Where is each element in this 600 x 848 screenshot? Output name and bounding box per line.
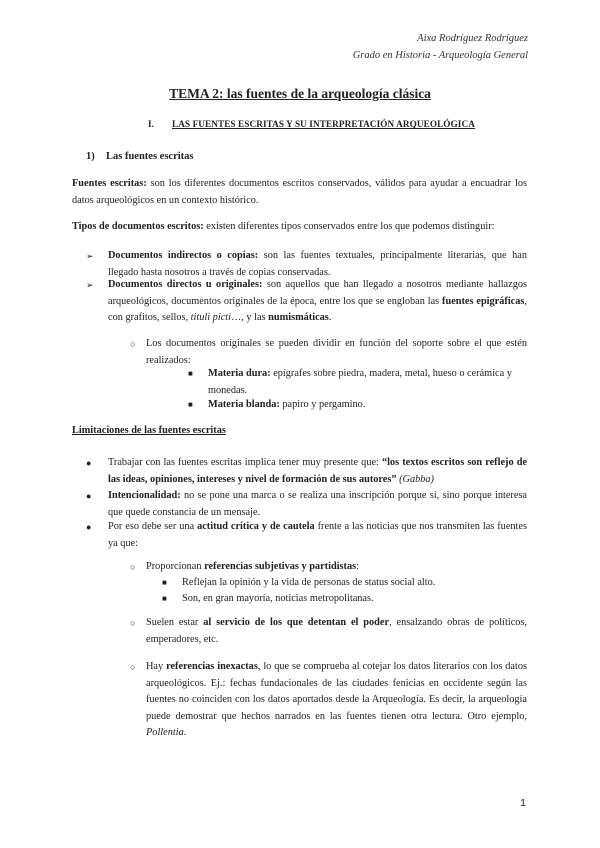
term: Tipos de documentos escritos: <box>72 221 204 232</box>
list-item <box>86 455 527 488</box>
term: numismáticas <box>268 312 329 323</box>
author-name: Aixa Rodríguez Rodríguez <box>417 33 528 44</box>
list-item <box>188 366 527 399</box>
arrow-bullet-icon: ➢ <box>86 251 94 261</box>
page-header <box>353 30 528 64</box>
course-name: Grado en Historia - Arqueología General <box>352 50 528 61</box>
latin-term: tituli picti <box>190 312 231 323</box>
list-item <box>86 277 527 327</box>
circle-bullet-icon: ○ <box>130 339 136 349</box>
section-number: I. <box>148 119 154 129</box>
term: actitud crítica y de cautela <box>197 521 315 532</box>
term: fuentes epigráficas <box>442 295 525 307</box>
bullet-icon: ● <box>86 491 92 501</box>
list-item <box>86 488 527 521</box>
item-text: : <box>356 561 359 572</box>
item-text: no se pone una marca o se realiza una inscripción porque sí, sino porque interesa que quede constancia de un mensaje. <box>108 490 527 518</box>
circle-bullet-icon: ○ <box>130 662 136 672</box>
section-title: LAS FUENTES ESCRITAS Y SU INTERPRETACIÓN ARQUEOLÓGICA <box>172 119 475 129</box>
subsection-number: 1) <box>86 151 95 162</box>
bullet-icon: ● <box>86 522 92 532</box>
item-text: papiro y pergamino. <box>279 399 366 410</box>
limitaciones-heading: Limitaciones de las fuentes escritas <box>72 425 226 436</box>
list-item <box>86 519 527 552</box>
term: Intencionalidad: <box>108 490 181 501</box>
term: referencias inexactas <box>166 661 258 672</box>
definition: son los diferentes documentos escritos conservados, válidos para ayudar a encuadrar los datos arqueológicos en un contexto histórico. <box>72 178 527 206</box>
term: Documentos indirectos o copias: <box>108 250 259 261</box>
item-text: . <box>183 727 187 738</box>
item-text: , con grafitos, sellos, <box>108 295 527 323</box>
item-text: Son, en gran mayoría, noticias metropolitanas. <box>182 593 374 604</box>
subsection-title: Las fuentes escritas <box>106 151 194 162</box>
citation: (Gabba) <box>396 473 434 485</box>
bullet-icon: ● <box>86 458 92 468</box>
term: Materia dura: <box>208 368 271 379</box>
paragraph-fuentes-escritas <box>72 176 527 209</box>
item-text: Los documentos originales se pueden dividir en función del soporte sobre el que estén realizados: <box>146 338 527 366</box>
item-text: Hay <box>146 661 167 672</box>
page-number: 1 <box>520 797 526 809</box>
item-text: frente a las noticias que nos transmiten las fuentes ya que: <box>108 521 527 549</box>
document-title: TEMA 2: las fuentes de la arqueología clásica <box>169 86 431 101</box>
place-name: Pollentia <box>146 727 184 738</box>
item-text: Suelen estar <box>146 617 204 628</box>
section-heading <box>148 119 475 129</box>
subsection-heading <box>86 151 194 162</box>
item-text: Proporcionan <box>146 561 205 572</box>
list-item <box>130 559 527 576</box>
circle-bullet-icon: ○ <box>130 618 136 628</box>
square-bullet-icon: ■ <box>162 594 167 603</box>
paragraph-tipos <box>72 219 527 236</box>
item-text: . <box>328 312 332 323</box>
square-bullet-icon: ■ <box>188 369 193 378</box>
item-text: Trabajar con las fuentes escritas implica tener muy presente que: <box>108 457 382 468</box>
item-text: …, y las <box>230 312 269 323</box>
list-item <box>130 659 527 742</box>
arrow-bullet-icon: ➢ <box>86 280 94 290</box>
square-bullet-icon: ■ <box>188 400 193 409</box>
item-text: son las fuentes textuales, principalmente literarias, que han llegado hasta nosotros a través de copias conservadas. <box>108 250 528 278</box>
item-text: epígrafes sobre piedra, madera, metal, hueso o cerámica y monedas. <box>208 368 512 396</box>
circle-bullet-icon: ○ <box>130 562 136 572</box>
term: Documentos directos u originales: <box>108 279 263 290</box>
definition: existen diferentes tipos conservados entre los que podemos distinguir: <box>203 221 495 232</box>
item-text: , lo que se comprueba al cotejar los datos literarios con los datos arqueológicos. Ej.: fechas fundacionales de las ciudades fenicias en occidente según las fuentes no coinciden con los datos aportados desde la Arqueología. Es decir, la arqueología puede demostrar que hechos narrados en las fuentes tienen otra lectura. Otro ejemplo, <box>146 661 527 722</box>
list-item <box>162 575 527 592</box>
square-bullet-icon: ■ <box>162 578 167 587</box>
term: Materia blanda: <box>208 399 280 410</box>
term: referencias subjetivas y partidistas <box>204 561 357 572</box>
list-item <box>130 336 527 369</box>
list-item <box>188 397 527 414</box>
item-text: Por eso debe ser una <box>108 521 198 532</box>
list-item <box>162 591 527 608</box>
term: al servicio de los que detentan el poder <box>203 617 390 628</box>
item-text: , ensalzando obras de políticos, emperadores, etc. <box>146 617 527 645</box>
list-item <box>130 615 527 648</box>
item-text: son aquellos que han llegado a nosotros mediante hallazgos arqueológicos, documentos originales de la época, entre los que se engloban las <box>108 279 527 307</box>
quote: “los textos escritos son reflejo de las ideas, opiniones, intereses y nivel de formación de sus autores” <box>108 457 527 485</box>
term: Fuentes escritas: <box>72 178 147 189</box>
item-text: Reflejan la opinión y la vida de personas de status social alto. <box>182 577 436 588</box>
